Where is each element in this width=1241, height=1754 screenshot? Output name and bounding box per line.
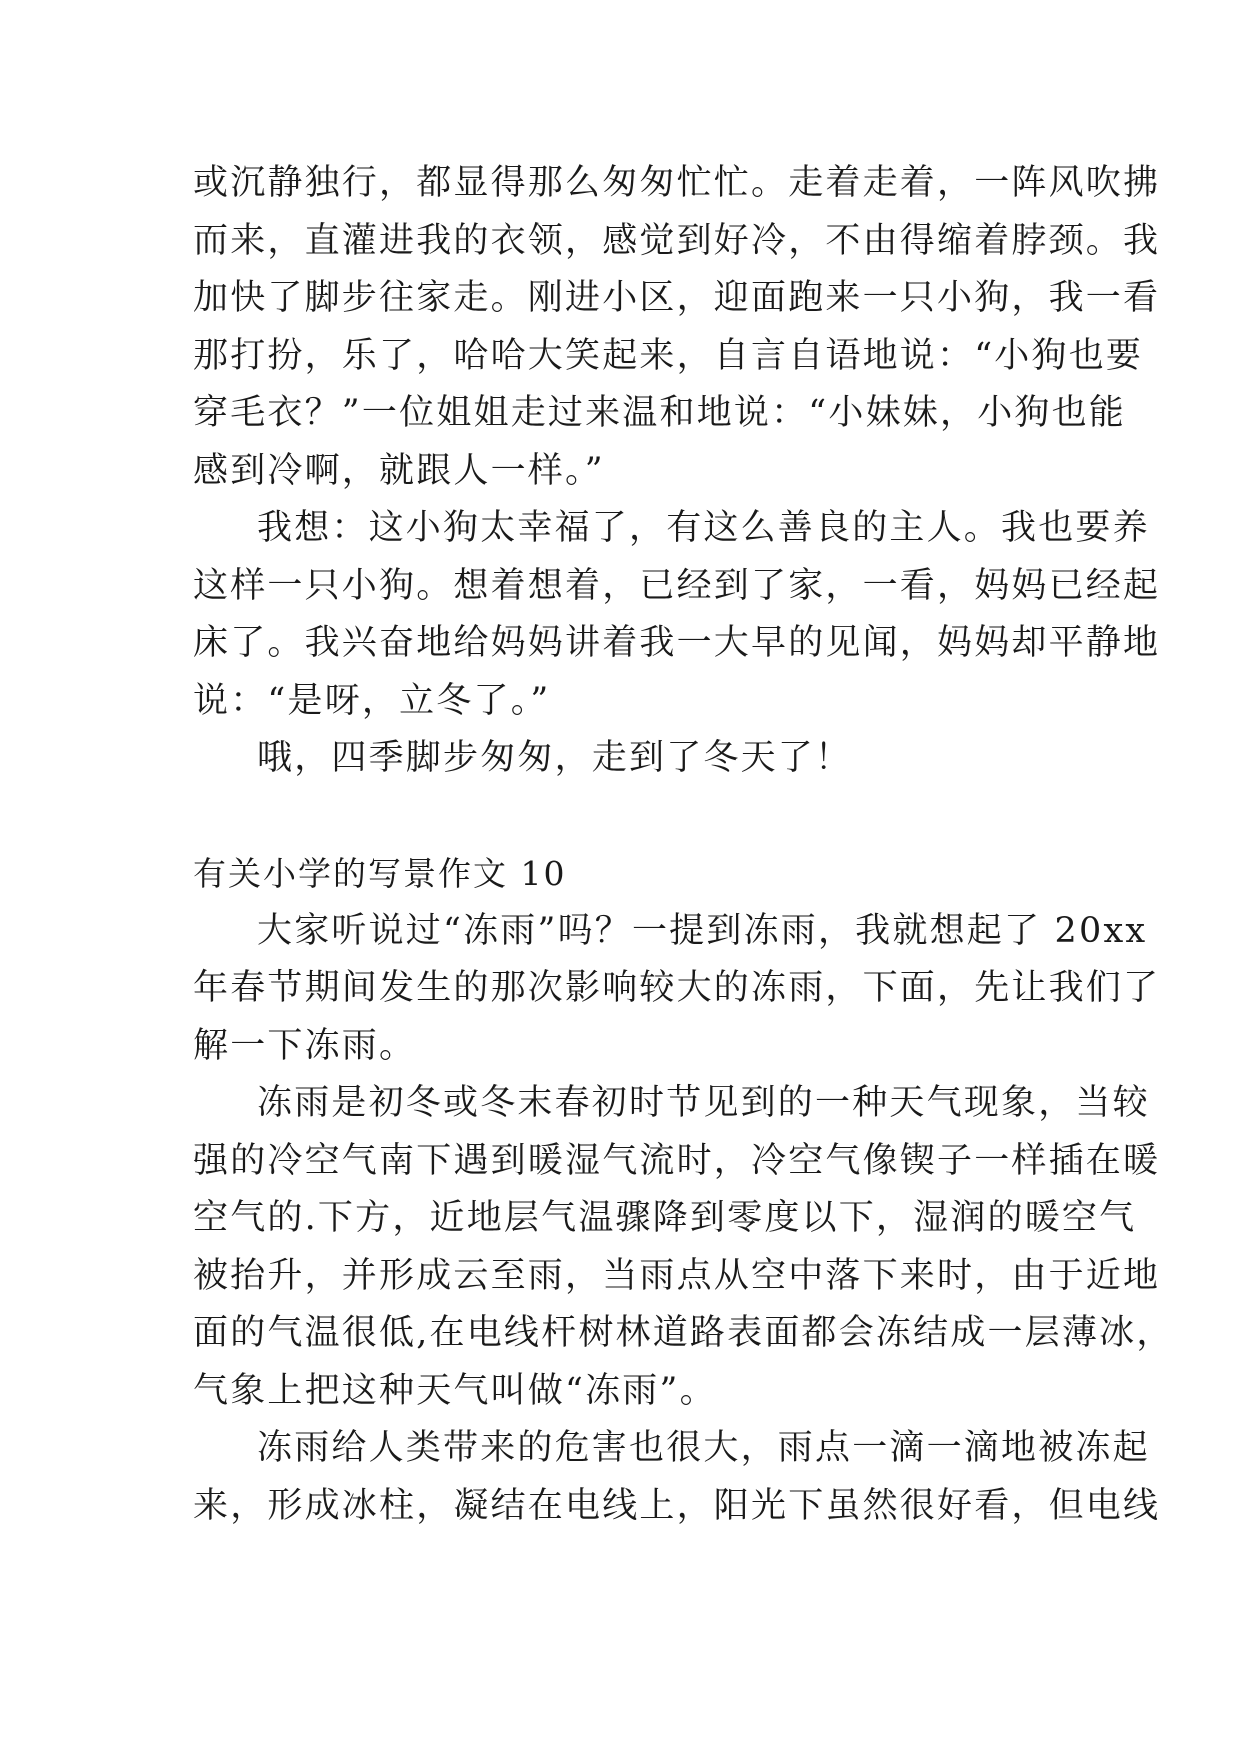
text-line: 或沉静独行，都显得那么匆匆忙忙。走着走着，一阵风吹拂 [193,163,1161,203]
text-line: 冻雨给人类带来的危害也很大，雨点一滴一滴地被冻起 [257,1428,1150,1468]
text-line: 面的气温很低,在电线杆树林道路表面都会冻结成一层薄冰， [193,1313,1174,1353]
paragraph-4 [193,903,1161,1076]
text-line: 被抬升，并形成云至雨，当雨点从空中落下来时，由于近地 [193,1255,1161,1296]
text-line: 这样一只小狗。想着想着，已经到了家，一看，妈妈已经起 [193,565,1161,606]
section-gap [193,788,1053,846]
text-line: 空气的.下方，近地层气温骤降到零度以下，湿润的暖空气 [193,1198,1137,1238]
text-line: 解一下冻雨。 [193,1025,417,1066]
text-line: 那打扮，乐了，哈哈大笑起来，自言自语地说：“小狗也要 [193,335,1144,376]
text-line: 强的冷空气南下遇到暖湿气流时，冷空气像锲子一样插在暖 [193,1140,1161,1181]
text-line: 床了。我兴奋地给妈妈讲着我一大早的见闻，妈妈却平静地 [193,623,1161,663]
paragraph-2 [193,500,1161,730]
text-line: 冻雨是初冬或冬末春初时节见到的一种天气现象，当较 [257,1083,1150,1123]
text-line: 大家听说过“冻雨”吗？一提到冻雨，我就想起了 20xx [257,910,1148,951]
paragraph-3 [193,730,1053,788]
paragraph-5 [193,1075,1174,1420]
paragraph-6 [193,1420,1161,1535]
text-line: 而来，直灌进我的衣领，感觉到好冷，不由得缩着脖颈。我 [193,220,1161,261]
text-line: 我想：这小狗太幸福了，有这么善良的主人。我也要养 [257,508,1150,548]
text-line: 穿毛衣？”一位姐姐走过来温和地说：“小妹妹，小狗也能 [193,393,1126,433]
text-line: 年春节期间发生的那次影响较大的冻雨，下面，先让我们了 [193,968,1161,1008]
text-line: 气象上把这种天气叫做“冻雨”。 [193,1370,717,1411]
document-page [193,155,1174,1535]
text-line: 哦，四季脚步匆匆，走到了冬天了！ [257,738,853,778]
text-line: 加快了脚步往家走。刚进小区，迎面跑来一只小狗，我一看 [193,278,1161,318]
text-line: 说：“是呀，立冬了。” [193,680,551,721]
section-heading: 有关小学的写景作文 10 [193,854,567,893]
text-line: 来，形成冰柱，凝结在电线上，阳光下虽然很好看，但电线 [193,1485,1161,1526]
paragraph-1 [193,155,1161,500]
text-line: 感到冷啊，就跟人一样。” [193,450,605,491]
